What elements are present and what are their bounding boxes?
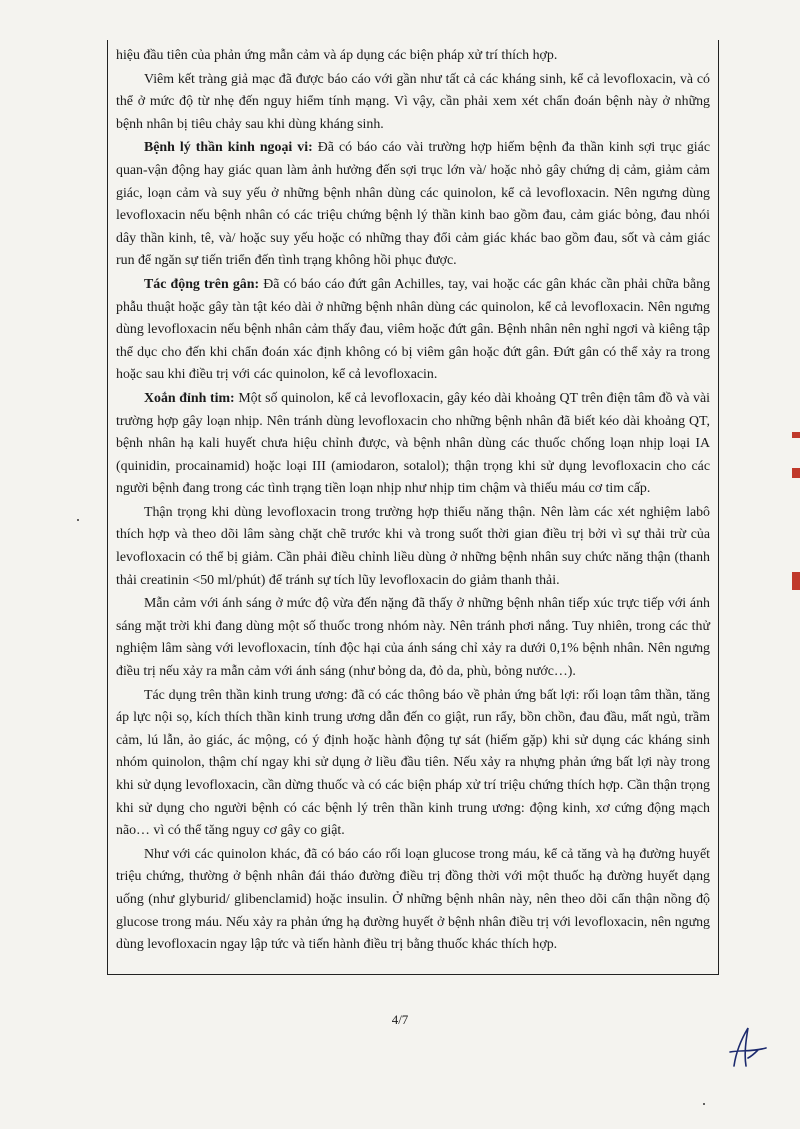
paragraph: Như với các quinolon khác, đã có báo cáo rối loạn glucose trong máu, kể cả tăng và hạ đường huyết triệu chứng, thường ở bệnh nhân đái tháo đường điều trị đồng thời với một thuốc hạ đường huyết dạng uống (như glyburid/ glibenclamid) hoặc insulin. Ở những bệnh nhân này, nên theo dõi cẩn thận nồng độ glucose trong máu. Nếu xảy ra phản ứng hạ đường huyết ở bệnh nhân điều trị với levofloxacin, nên ngưng dùng levofloxacin ngay lập tức và tiến hành điều trị bằng thuốc khác thích hợp.	[116, 846, 710, 953]
paragraph: Tác động trên gân: Đã có báo cáo đứt gân Achilles, tay, vai hoặc các gân khác cần phải chữa bằng phẫu thuật hoặc gây tàn tật kéo dài ở những bệnh nhân dùng các quinolon, kể cả levofloxacin. Nên ngưng dùng levofloxacin nếu bệnh nhân cảm thấy đau, viêm hoặc đứt gân. Bệnh nhân nên nghỉ ngơi và kiêng tập thể dục cho đến khi chẩn đoán xác định không có bị viêm gân hoặc đứt gân. Đứt gân có thể xảy ra trong hoặc sau khi điều trị với các quinolon, kể cả levofloxacin.	[116, 276, 711, 383]
paragraph: Thận trọng khi dùng levofloxacin trong trường hợp thiểu năng thận. Nên làm các xét nghiệm labô thích hợp và theo dõi lâm sàng chặt chẽ trước khi và trong suốt thời gian điều trị bởi vì sự thải trừ của levofloxacin có thể bị giảm. Cần phải điều chỉnh liều dùng ở những bệnh nhân suy chức năng thận (thanh thải creatinin <50 ml/phút) để tránh sự tích lũy levofloxacin do giảm thanh thải.	[116, 504, 710, 588]
paragraph-heading: Xoắn đỉnh tim:	[144, 390, 235, 406]
paragraph: Viêm kết tràng giả mạc đã được báo cáo với gần như tất cả các kháng sinh, kể cả levofloxacin, và có thể ở mức độ từ nhẹ đến nguy hiểm tính mạng. Vì vậy, cần phải xem xét chẩn đoán bệnh này ở những bệnh nhân bị tiêu chảy sau khi dùng kháng sinh.	[116, 71, 710, 132]
paragraph: Mẫn cảm với ánh sáng ở mức độ vừa đến nặng đã thấy ở những bệnh nhân tiếp xúc trực tiếp với ánh sáng mặt trời khi đang dùng một số thuốc trong nhóm này. Nên tránh phơi nắng. Tuy nhiên, trong các thử nghiệm lâm sàng với levofloxacin, tính độc hại của ánh sáng chỉ xảy ra dưới 0,1% bệnh nhân. Nên ngưng điều trị nếu xảy ra mẫn cảm với ánh sáng (như bỏng da, đỏ da, phù, bỏng nước…).	[116, 596, 710, 680]
scan-edge-mark	[792, 432, 800, 438]
page-number: 4/7	[391, 1012, 409, 1027]
page-frame	[107, 40, 719, 975]
paragraph-heading: Tác động trên gân:	[144, 276, 260, 292]
signature-mark-icon	[722, 1022, 772, 1072]
scan-edge-mark	[792, 572, 800, 590]
scan-speck	[703, 1103, 705, 1105]
scan-edge-mark	[792, 468, 800, 478]
paragraph: hiệu đầu tiên của phản ứng mẫn cảm và áp dụng các biện pháp xử trí thích hợp.	[116, 48, 558, 63]
paragraph-heading: Bệnh lý thần kinh ngoại vi:	[144, 140, 313, 156]
scan-speck	[77, 519, 79, 521]
paragraph: Tác dụng trên thần kinh trung ương: đã có các thông báo về phản ứng bất lợi: rối loạn tâm thần, tăng áp lực nội sọ, kích thích thần kinh trung ương dẫn đến co giật, run rẩy, bồn chồn, đau đầu, mất ngủ, trầm cảm, lú lẫn, ảo giác, ác mộng, có ý định hoặc hành động tự sát (hiếm gặp) khi sử dụng các kháng sinh nhóm quinolon, thậm chí ngay khi sử dụng ở liều đầu tiên. Nếu xảy ra nhựng phản ứng bất lợi này trong khi sử dụng levofloxacin, cần dừng thuốc và có các biện pháp xử trí triệu chứng thích hợp. Cần thận trọng khi sử dụng cho người bệnh có các bệnh lý trên thần kinh trung ương: động kinh, xơ cứng động mạch não… vì có thể tăng nguy cơ gây co giật.	[116, 687, 710, 839]
paragraph: Bệnh lý thần kinh ngoại vi: Đã có báo cáo vài trường hợp hiếm bệnh đa thần kinh sợi trục giác quan-vận động hay giác quan làm ảnh hưởng đến sợi trục lớn và/ hoặc nhỏ gây chứng dị cảm, giảm cảm giác, loạn cảm và suy yếu ở những bệnh nhân dùng các quinolon, kể cả levofloxacin. Nên ngưng dùng levofloxacin nếu bệnh nhân có các triệu chứng bệnh lý thần kinh bao gồm đau, cảm giác bỏng, đau nhói dây thần kinh, tê, và/ hoặc suy yếu hoặc có những thay đổi cảm giác khác bao gồm đau, sốt và cảm giác run để ngăn sự tiến triển đến tình trạng không hồi phục được.	[116, 140, 710, 269]
paragraph: Xoắn đỉnh tim: Một số quinolon, kể cả levofloxacin, gây kéo dài khoảng QT trên điện tâm đồ và vài trường hợp gây loạn nhịp. Nên tránh dùng levofloxacin cho những bệnh nhân đã biết kéo dài khoảng QT, bệnh nhân hạ kali huyết chưa hiệu chỉnh được, và bệnh nhân dùng các thuốc chống loạn nhịp loại IA (quinidin, procainamid) hoặc loại III (amiodaron, sotalol); thận trọng khi sử dụng levofloxacin cho các người bệnh đang trong các tình trạng tiền loạn nhịp như nhịp tim chậm và thiếu máu cơ tim cấp.	[116, 390, 711, 497]
